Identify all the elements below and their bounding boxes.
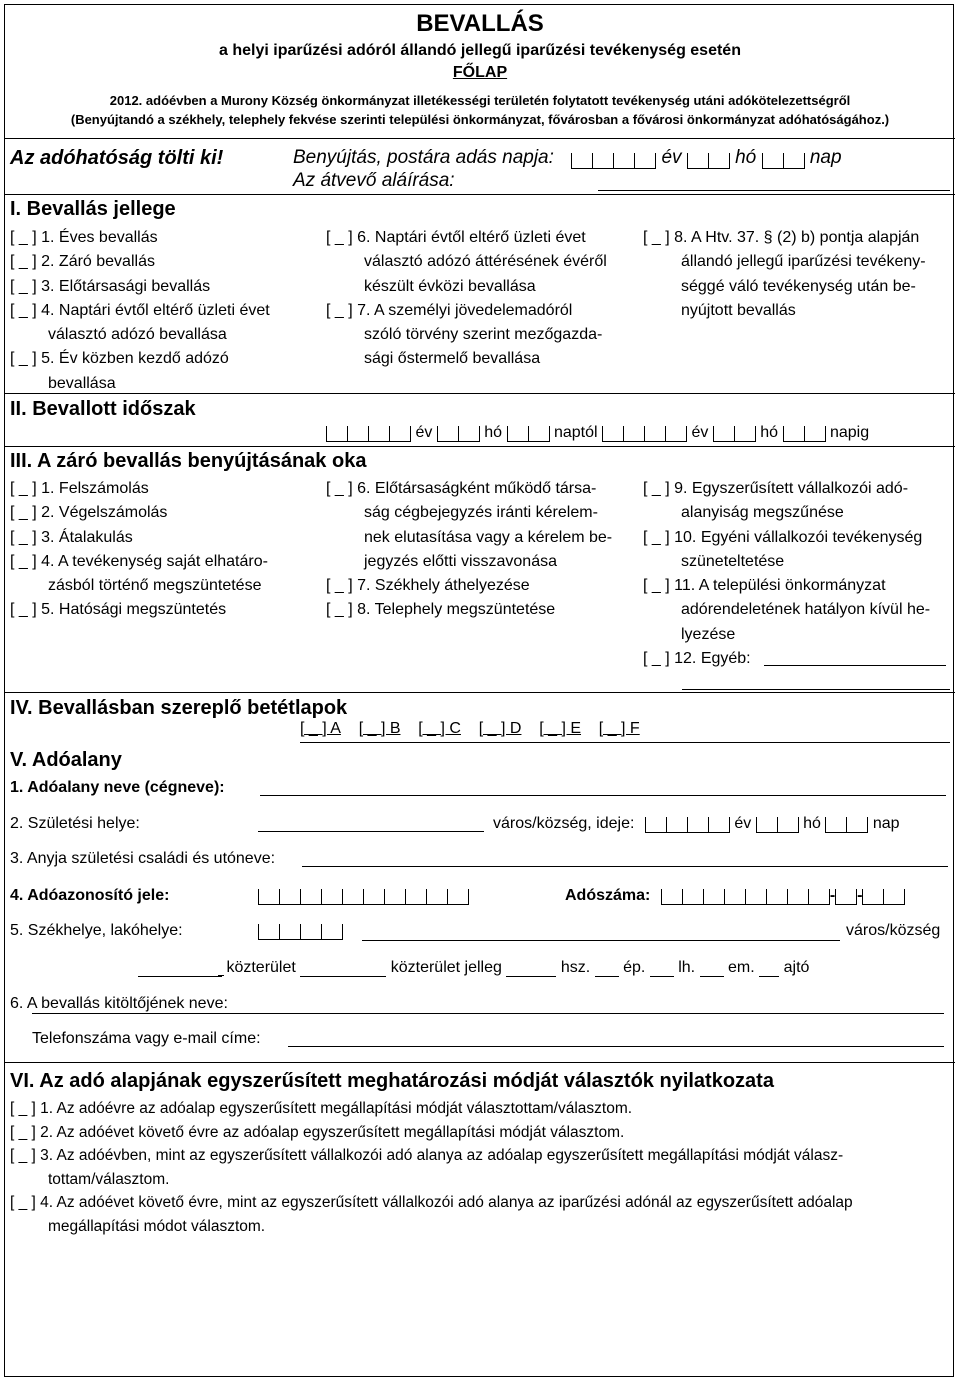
em-label: em. [728, 959, 755, 976]
option-farmer[interactable]: [ _ ] 7. A személyi jövedelemadóról [326, 301, 573, 319]
section6-options [10, 1097, 853, 1238]
option-pre-company[interactable]: [ _ ] 3. Előtársasági bevallás [10, 277, 211, 295]
inserts-underline [300, 742, 950, 743]
section1-col3 [643, 226, 926, 323]
inserts-row [300, 720, 640, 738]
insert-c[interactable]: [ _ ] C [418, 720, 461, 737]
declaration-option-2[interactable]: [ _ ] 2. Az adóévet követő évre az adóalap egyszerűsített megállapítási módját választom. [10, 1123, 625, 1141]
taxnum-boxes-county[interactable] [862, 889, 905, 905]
taxnum-row: Adószáma: - - [565, 887, 905, 905]
filler-name-field[interactable] [32, 1013, 944, 1014]
section3-col2 [326, 477, 612, 623]
from-year-boxes[interactable] [326, 426, 411, 442]
to-year-boxes[interactable] [602, 426, 687, 442]
option-fiscal-year-cont: választó adózó bevallása [48, 326, 227, 344]
reason-suspended[interactable]: [ _ ] 10. Egyéni vállalkozói tevékenység [643, 528, 923, 546]
nap-label: nap [872, 815, 900, 832]
mother-field[interactable] [302, 866, 948, 867]
from-day-boxes[interactable] [507, 426, 550, 442]
reason-registration-refused[interactable]: [ _ ] 6. Előtársaságként működő társa- [326, 480, 597, 497]
seat-label: 5. Székhelye, lakóhelye: [10, 922, 183, 939]
hsz-label: hsz. [560, 959, 591, 976]
birth-day-boxes[interactable] [825, 817, 868, 833]
divider [5, 446, 955, 447]
ev-label: év [734, 815, 752, 832]
reason-registration-cont: ság cégbejegyzés iránti kérelem- [364, 504, 598, 522]
form-subtitle: a helyi iparűzési adóról állandó jellegű iparűzési tevékenység esetén [219, 42, 741, 59]
ev-label: év [661, 147, 682, 168]
reason-decree-repealed[interactable]: [ _ ] 11. A települési önkormányzat [643, 577, 886, 595]
street-type-field[interactable] [300, 961, 386, 977]
ev-label: év [415, 424, 433, 441]
street-name-field[interactable] [138, 961, 222, 977]
section2-title: II. Bevallott időszak [10, 398, 196, 420]
reason-registration-cont: jegyzés előtti visszavonása [364, 552, 557, 570]
phone-label: Telefonszáma vagy e-mail címe: [32, 1030, 261, 1047]
section1-col1 [10, 226, 270, 396]
ajto-label: ajtó [783, 959, 810, 976]
street-label: közterület [226, 959, 296, 976]
form-title: BEVALLÁS [416, 10, 544, 37]
submission-month-boxes[interactable] [687, 153, 730, 169]
divider [5, 138, 955, 139]
option-transition[interactable]: [ _ ] 6. Naptári évtől eltérő üzleti évet [326, 229, 586, 246]
ho-label: hó [760, 424, 779, 441]
street-type-label: közterület jelleg [390, 959, 502, 976]
other-reason-line2[interactable] [682, 689, 950, 690]
ev-label: év [691, 424, 709, 441]
birth-place-label: 2. Születési helye: [10, 815, 140, 832]
option-transition-cont: választó adózó áttérésének évéről [364, 253, 607, 271]
reason-site-closed[interactable]: [ _ ] 8. Telephely megszüntetése [326, 601, 556, 619]
submission-day-boxes[interactable] [762, 153, 805, 169]
option-htv-cont: állandó jellegű iparűzési tevékeny- [681, 253, 926, 271]
reason-suspended-cont: szüneteltetése [681, 552, 785, 570]
taxid-label: 4. Adóazonosító jele: [10, 887, 170, 904]
door-field[interactable] [759, 961, 779, 977]
address-row [138, 959, 809, 977]
declaration-option-4-cont: megállapítási módot választom. [48, 1217, 266, 1235]
section4-title: IV. Bevallásban szereplő betétlapok [10, 697, 348, 719]
mother-label: 3. Anyja születési családi és utóneve: [10, 850, 276, 867]
official-fills-label: Az adóhatóság tölti ki! [10, 147, 224, 169]
section1-col2 [326, 226, 607, 372]
taxnum-boxes-vat[interactable] [835, 889, 857, 905]
reason-seat-moved[interactable]: [ _ ] 7. Székhely áthelyezése [326, 577, 530, 595]
option-annual[interactable]: [ _ ] 1. Éves bevallás [10, 229, 158, 246]
option-htv-cont: séggé váló tevékenység után be- [681, 277, 916, 295]
taxid-boxes[interactable] [258, 889, 469, 905]
section3-col3 [643, 477, 930, 671]
nap-label: nap [809, 147, 842, 168]
section3-col1 [10, 477, 268, 623]
reason-own-decision[interactable]: [ _ ] 4. A tevékenység saját elhatáro- [10, 552, 268, 570]
ho-label: hó [484, 424, 503, 441]
floor-field[interactable] [700, 961, 724, 977]
option-htv-cont: nyújtott bevallás [681, 301, 796, 319]
reason-decree-cont: lyezése [681, 625, 736, 643]
birth-place-field[interactable] [258, 831, 484, 832]
divider [5, 1062, 955, 1063]
option-closing[interactable]: [ _ ] 2. Záró bevallás [10, 253, 155, 271]
naptol-label: naptól [553, 424, 598, 441]
ep-label: ép. [623, 959, 646, 976]
phone-field[interactable] [288, 1046, 944, 1047]
city-field[interactable] [362, 940, 840, 941]
submission-date-row [293, 147, 842, 169]
ho-label: hó [735, 147, 757, 168]
to-month-boxes[interactable] [713, 426, 756, 442]
section5-title: V. Adóalany [10, 749, 122, 771]
reason-transformation[interactable]: [ _ ] 3. Átalakulás [10, 528, 133, 546]
staircase-field[interactable] [650, 961, 674, 977]
birth-month-boxes[interactable] [756, 817, 799, 833]
house-number-field[interactable] [506, 961, 556, 977]
reason-eva-ends[interactable]: [ _ ] 9. Egyszerűsített vállalkozói adó- [643, 480, 909, 497]
submission-year-boxes[interactable] [571, 153, 656, 169]
header-line2: (Benyújtandó a székhely, telephely fekvése szerinti települési önkormányzat, fővárosban a fővárosi önkormányzat adóhatóságához.) [70, 112, 890, 127]
name-field[interactable] [260, 795, 946, 796]
lh-label: lh. [678, 959, 696, 976]
option-midyear-start[interactable]: [ _ ] 5. Év közben kezdő adózó [10, 350, 229, 368]
period-row [326, 424, 869, 442]
divider [5, 194, 955, 195]
receiver-signature-line[interactable] [598, 190, 950, 191]
ho-label: hó [803, 815, 821, 832]
option-midyear-start-cont: bevallása [48, 374, 116, 392]
divider [5, 692, 955, 693]
insert-e[interactable]: [ _ ] E [539, 720, 582, 737]
napig-label: napig [829, 424, 870, 441]
reason-liquidation[interactable]: [ _ ] 1. Felszámolás [10, 480, 149, 497]
section3-title: III. A záró bevallás benyújtásának oka [10, 450, 367, 472]
insert-f[interactable]: [ _ ] F [598, 720, 640, 737]
reason-own-decision-cont: zásból történő megszüntetése [48, 577, 262, 595]
filler-label: 6. A bevallás kitöltőjének neve: [10, 995, 228, 1012]
to-day-boxes[interactable] [783, 426, 826, 442]
reason-official[interactable]: [ _ ] 5. Hatósági megszüntetés [10, 601, 227, 619]
divider [5, 393, 955, 394]
from-month-boxes[interactable] [437, 426, 480, 442]
option-farmer-cont: szóló törvény szerint mezőgazda- [364, 326, 603, 344]
declaration-option-3[interactable]: [ _ ] 3. Az adóévben, mint az egyszerűsített vállalkozói adó alanya az adóalap egyszerűsített megállapítási módját válasz- [10, 1147, 844, 1164]
birth-year-boxes[interactable] [645, 817, 730, 833]
section1-title: I. Bevallás jellege [10, 198, 176, 220]
header-line1: 2012. adóévben a Murony Község önkormányzat illetékességi területén folytatott tevékenység utáni adókötelezettségről [109, 93, 851, 108]
city-label: város/község [846, 922, 941, 939]
taxnum-label: Adószáma: [565, 887, 651, 904]
declaration-option-3-cont: tottam/választom. [48, 1170, 170, 1188]
receiver-label: Az átvevő aláírása: [293, 170, 455, 191]
option-fiscal-year[interactable]: [ _ ] 4. Naptári évtől eltérő üzleti évet [10, 301, 270, 319]
reason-registration-cont: nek elutasítása vagy a kérelem be- [364, 528, 613, 546]
insert-d[interactable]: [ _ ] D [478, 720, 522, 737]
declaration-option-4[interactable]: [ _ ] 4. Az adóévet követő évre, mint az egyszerűsített vállalkozói adó alanya az iparűzési adónál az egyszerűsített adóalap [10, 1194, 853, 1211]
birth-date-row [493, 815, 900, 833]
reason-winding-up[interactable]: [ _ ] 2. Végelszámolás [10, 504, 168, 522]
option-htv[interactable]: [ _ ] 8. A Htv. 37. § (2) b) pontja alapján [643, 229, 920, 246]
reason-other[interactable]: [ _ ] 12. Egyéb: [643, 650, 751, 668]
postcode-boxes[interactable] [258, 924, 343, 940]
building-field[interactable] [595, 961, 619, 977]
section6-title: VI. Az adó alapjának egyszerűsített meghatározási módját választók nyilatkozata [10, 1070, 774, 1092]
taxnum-boxes-main[interactable] [661, 889, 830, 905]
name-label: 1. Adóalany neve (cégneve): [10, 779, 225, 796]
declaration-option-1[interactable]: [ _ ] 1. Az adóévre az adóalap egyszerűsített megállapítási módját választottam/választom. [10, 1100, 633, 1117]
insert-b[interactable]: [ _ ] B [358, 720, 401, 737]
submission-label: Benyújtás, postára adás napja: [293, 147, 554, 168]
insert-a[interactable]: [ _ ] A [300, 720, 341, 737]
option-transition-cont: készült évközi bevallása [364, 277, 536, 295]
other-reason-line[interactable] [764, 665, 946, 666]
reason-decree-cont: adórendeletének hatályon kívül he- [681, 601, 931, 619]
city-date-label: város/község, ideje: [493, 815, 635, 832]
reason-eva-cont: alanyiság megszűnése [681, 504, 844, 522]
option-farmer-cont: sági őstermelő bevallása [364, 350, 541, 368]
form-folap: FŐLAP [452, 64, 508, 81]
